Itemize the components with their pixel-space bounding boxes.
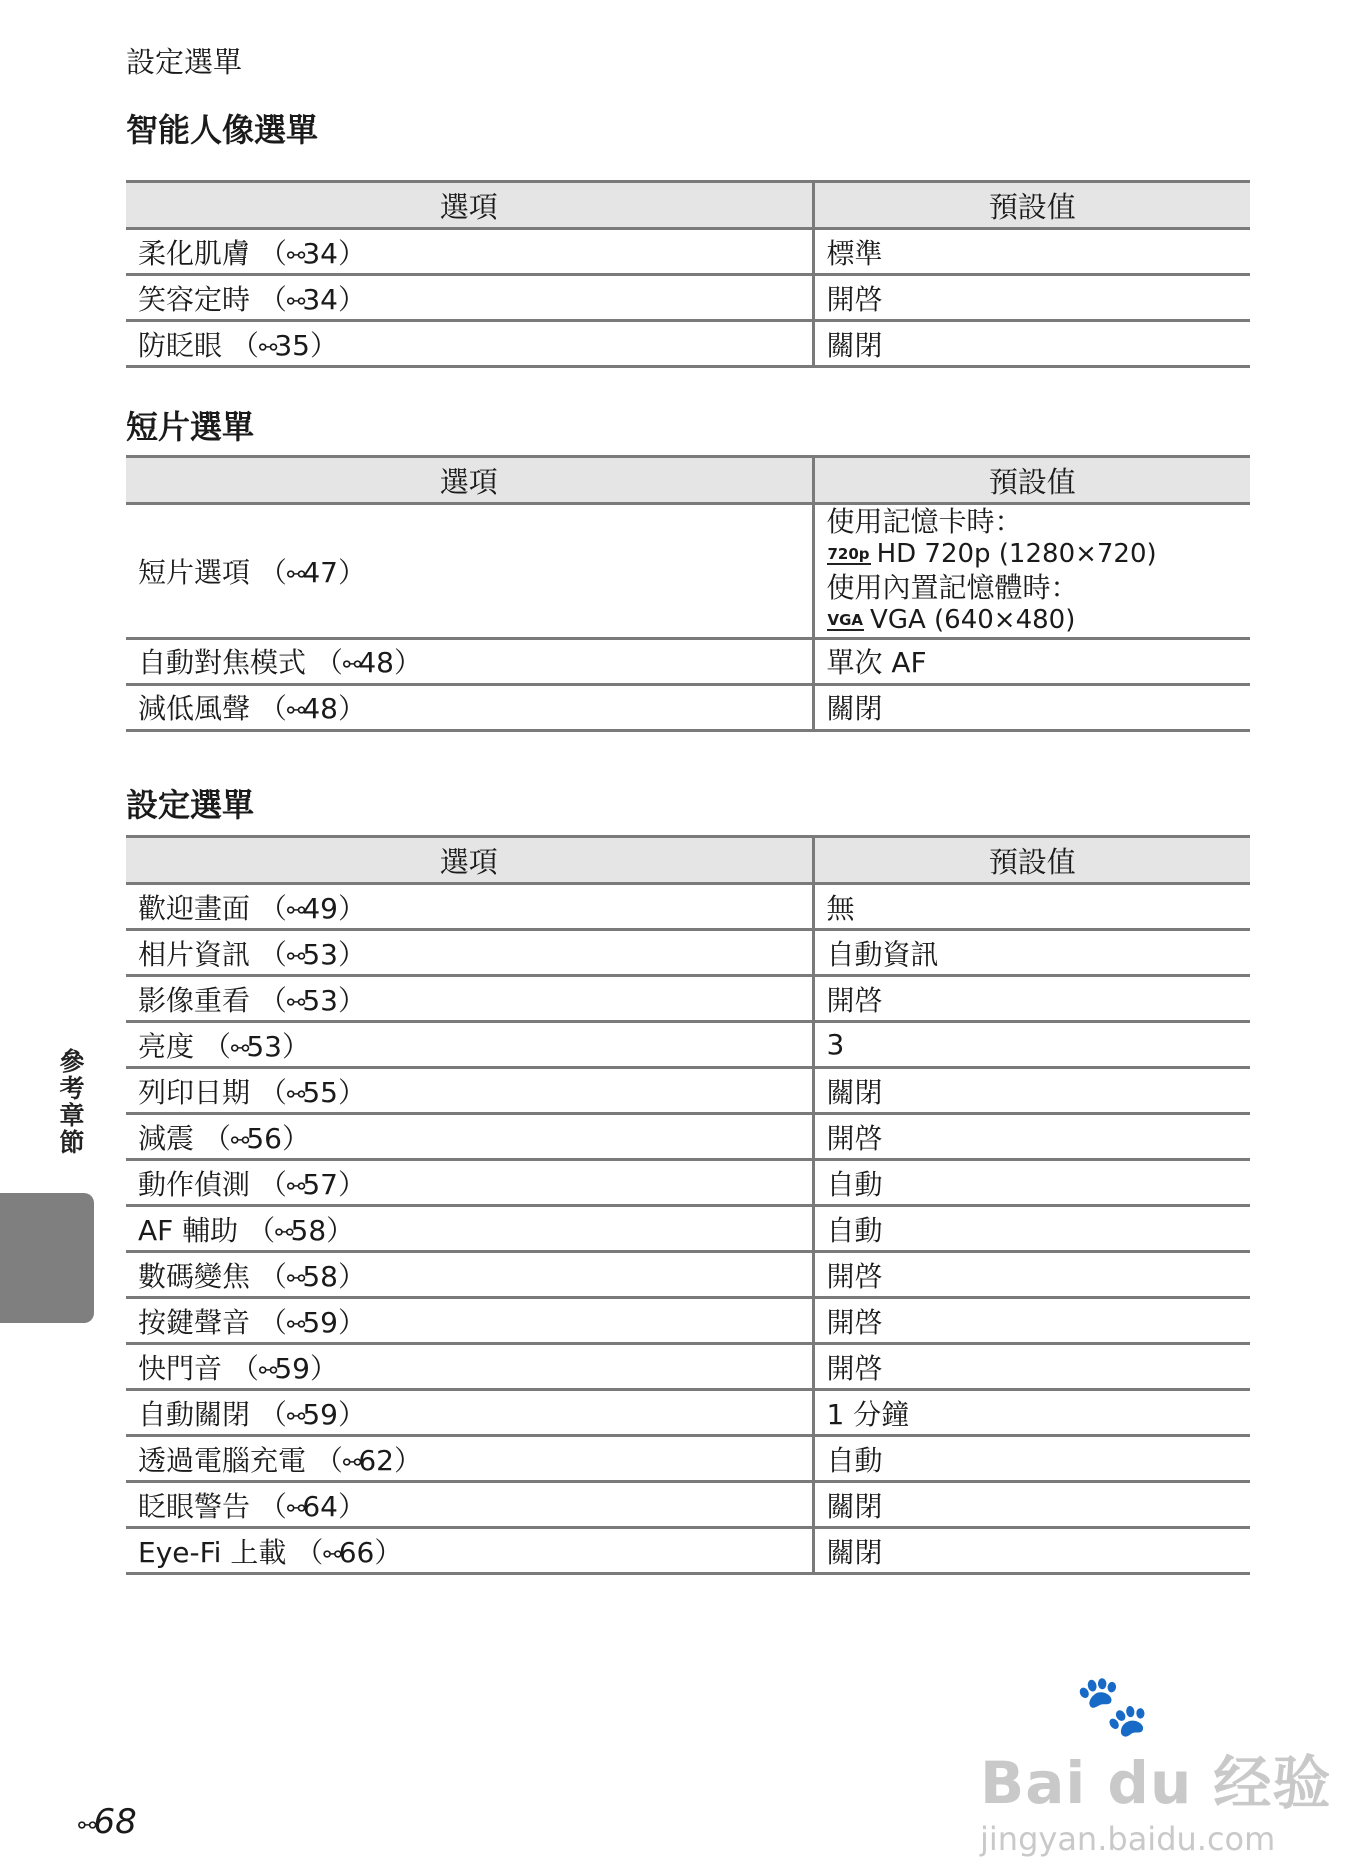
page-reference: （⚯34）	[250, 282, 367, 316]
ref-page: 47	[302, 555, 338, 589]
option-cell	[126, 976, 813, 1022]
option-cell	[126, 275, 813, 321]
option-label: 亮度	[138, 1029, 195, 1063]
table-row	[126, 1068, 1250, 1114]
default-value-cell	[813, 504, 1250, 639]
side-tab	[0, 1193, 94, 1323]
setup-table	[126, 835, 1250, 1575]
option-label: 透過電腦充電	[138, 1443, 307, 1477]
default-value: 關閉	[826, 692, 883, 726]
default-value: 自動	[826, 1443, 883, 1477]
ref-page: 53	[302, 983, 338, 1017]
page-reference: （⚯58）	[238, 1213, 355, 1247]
option-label: 減低風聲	[138, 692, 251, 726]
column-header-option: 選項	[126, 182, 813, 229]
default-value-cell	[813, 930, 1250, 976]
page-reference: （⚯48）	[306, 646, 423, 680]
default-value-cell	[813, 884, 1250, 930]
ref-icon: ⚯	[286, 898, 303, 924]
default-value-cell	[813, 684, 1250, 730]
column-header-default: 預設值	[813, 837, 1250, 884]
option-label: 快門音	[138, 1351, 223, 1385]
option-label: 自動關閉	[138, 1397, 251, 1431]
default-value-cell	[813, 1344, 1250, 1390]
ref-page: 48	[302, 692, 338, 726]
default-value-cell	[813, 1206, 1250, 1252]
ref-icon: ⚯	[286, 1404, 303, 1430]
default-value: 關閉	[826, 328, 883, 362]
ref-page: 64	[302, 1489, 338, 1523]
ref-icon: ⚯	[286, 944, 303, 970]
default-value: 開啓	[826, 1305, 883, 1339]
value-line	[827, 505, 1239, 539]
option-label: 歡迎畫面	[138, 891, 251, 925]
watermark-logo: Bai du 经验	[980, 1749, 1332, 1817]
table-row	[126, 884, 1250, 930]
ref-page: 34	[302, 236, 338, 270]
page-number	[78, 1802, 137, 1842]
option-cell	[126, 1206, 813, 1252]
page-reference: （⚯56）	[194, 1121, 311, 1155]
smart-portrait-table	[126, 180, 1250, 368]
value-line	[827, 571, 1239, 605]
option-cell	[126, 930, 813, 976]
table-body	[126, 504, 1250, 731]
page-reference: （⚯57）	[250, 1167, 367, 1201]
ref-page: 58	[290, 1213, 327, 1247]
page-reference: （⚯59）	[250, 1305, 367, 1339]
default-value: 自動	[826, 1213, 883, 1247]
option-cell	[126, 1114, 813, 1160]
default-value: 開啓	[826, 282, 883, 316]
option-cell	[126, 884, 813, 930]
table-row	[126, 638, 1250, 684]
running-header: 設定選單	[126, 45, 243, 79]
default-value-cell	[813, 638, 1250, 684]
table-body	[126, 884, 1250, 1574]
page-reference: （⚯53）	[250, 983, 367, 1017]
option-label: 減震	[138, 1121, 195, 1155]
ref-page: 34	[302, 282, 338, 316]
default-value: 1 分鐘	[826, 1397, 910, 1431]
option-cell	[126, 1390, 813, 1436]
page-reference: （⚯35）	[222, 328, 339, 362]
paw-icon: 🐾	[1075, 1671, 1150, 1741]
option-label: Eye-Fi 上載	[138, 1535, 287, 1569]
default-value-cell	[813, 321, 1250, 367]
option-cell	[126, 321, 813, 367]
ref-icon: ⚯	[286, 1174, 303, 1200]
table-row	[126, 1436, 1250, 1482]
ref-icon: ⚯	[286, 562, 303, 588]
page-reference: （⚯47）	[250, 555, 367, 589]
ref-icon: ⚯	[275, 1220, 291, 1246]
ref-page: 53	[246, 1029, 282, 1063]
table-row	[126, 1298, 1250, 1344]
column-header-default: 預設值	[813, 182, 1250, 229]
option-label: 相片資訊	[138, 937, 251, 971]
option-label: 自動對焦模式	[138, 646, 307, 680]
option-cell	[126, 1022, 813, 1068]
option-label: 防眨眼	[138, 328, 223, 362]
option-cell	[126, 1482, 813, 1528]
default-value-cell	[813, 1298, 1250, 1344]
option-cell	[126, 684, 813, 730]
value-text: HD 720p (1280×720)	[876, 539, 1157, 570]
value-line	[827, 605, 1239, 637]
section-title-setup: 設定選單	[126, 786, 255, 824]
option-label: 柔化肌膚	[138, 236, 251, 270]
ref-page: 66	[338, 1535, 375, 1569]
option-label: 影像重看	[138, 983, 251, 1017]
ref-icon: ⚯	[258, 1358, 275, 1384]
value-lines	[827, 505, 1239, 637]
value-text: VGA (640×480)	[870, 605, 1076, 636]
ref-icon: ⚯	[286, 1496, 303, 1522]
default-value-cell	[813, 1068, 1250, 1114]
option-label: 短片選項	[138, 555, 251, 589]
option-label: 數碼變焦	[138, 1259, 251, 1293]
ref-page: 56	[246, 1121, 282, 1155]
option-cell	[126, 229, 813, 275]
ref-page: 53	[302, 937, 338, 971]
default-value: 關閉	[826, 1489, 883, 1523]
default-value-cell	[813, 1528, 1250, 1574]
option-cell	[126, 504, 813, 639]
column-header-option: 選項	[126, 457, 813, 504]
section-title-movie: 短片選單	[126, 408, 255, 446]
ref-icon: ⚯	[342, 1450, 359, 1476]
ref-icon: ⚯	[230, 1128, 247, 1154]
table-row	[126, 1482, 1250, 1528]
page-reference: （⚯49）	[250, 891, 367, 925]
table-row	[126, 321, 1250, 367]
ref-icon: ⚯	[258, 335, 275, 361]
table-row	[126, 1390, 1250, 1436]
side-tab-label: 參考章節	[56, 1048, 85, 1156]
page-reference: （⚯58）	[250, 1259, 367, 1293]
option-label: 按鍵聲音	[138, 1305, 251, 1339]
default-value-cell	[813, 275, 1250, 321]
table-row	[126, 1528, 1250, 1574]
ref-page: 55	[302, 1075, 338, 1109]
table-row	[126, 684, 1250, 730]
ref-page: 35	[274, 328, 310, 362]
page-reference: （⚯59）	[222, 1351, 339, 1385]
default-value: 無	[826, 891, 855, 925]
option-label: 列印日期	[138, 1075, 251, 1109]
page-reference: （⚯34）	[250, 236, 367, 270]
table-row	[126, 1160, 1250, 1206]
default-value: 3	[826, 1028, 845, 1061]
default-value: 開啓	[826, 1259, 883, 1293]
ref-page: 59	[302, 1305, 338, 1339]
movie-table	[126, 455, 1250, 732]
watermark-url: jingyan.baidu.com	[980, 1820, 1276, 1858]
table-row	[126, 229, 1250, 275]
option-label: 笑容定時	[138, 282, 251, 316]
ref-icon: ⚯	[323, 1542, 339, 1568]
page-reference: （⚯48）	[250, 692, 367, 726]
ref-icon: ⚯	[286, 243, 303, 269]
default-value-cell	[813, 976, 1250, 1022]
default-value: 開啓	[826, 1351, 883, 1385]
option-label: 眨眼警告	[138, 1489, 251, 1523]
table-row	[126, 504, 1250, 639]
ref-page: 59	[274, 1351, 310, 1385]
page-reference: （⚯66）	[286, 1535, 403, 1569]
option-cell	[126, 1160, 813, 1206]
column-header-option: 選項	[126, 837, 813, 884]
option-cell	[126, 1436, 813, 1482]
value-text: 使用記憶卡時：	[826, 505, 1023, 538]
default-value: 關閉	[826, 1075, 883, 1109]
ref-icon: ⚯	[286, 699, 303, 725]
ref-icon: ⚯	[342, 653, 359, 679]
table-row	[126, 1344, 1250, 1390]
page-reference: （⚯53）	[194, 1029, 311, 1063]
column-header-default: 預設值	[813, 457, 1250, 504]
default-value: 標準	[826, 236, 883, 270]
page-reference: （⚯62）	[306, 1443, 423, 1477]
table-row	[126, 1022, 1250, 1068]
watermark	[980, 1671, 1332, 1858]
default-value: 自動資訊	[826, 937, 939, 971]
ref-icon: ⚯	[286, 1312, 303, 1338]
table-row	[126, 1114, 1250, 1160]
movie-size-icon: 720p	[827, 544, 870, 563]
default-value-cell	[813, 1022, 1250, 1068]
ref-icon: ⚯	[286, 289, 303, 315]
ref-icon: ⚯	[230, 1036, 247, 1062]
ref-icon: ⚯	[78, 1814, 94, 1839]
default-value-cell	[813, 1390, 1250, 1436]
ref-page: 58	[302, 1259, 338, 1293]
page-reference: （⚯55）	[250, 1075, 367, 1109]
default-value: 單次 AF	[826, 646, 927, 680]
default-value-cell	[813, 1160, 1250, 1206]
ref-page: 57	[302, 1167, 338, 1201]
default-value-cell	[813, 1252, 1250, 1298]
ref-page: 59	[302, 1397, 338, 1431]
default-value-cell	[813, 1482, 1250, 1528]
option-cell	[126, 1298, 813, 1344]
table-body	[126, 229, 1250, 367]
ref-icon: ⚯	[286, 1266, 303, 1292]
default-value-cell	[813, 1114, 1250, 1160]
ref-page: 49	[302, 891, 338, 925]
page-reference: （⚯53）	[250, 937, 367, 971]
table-row	[126, 930, 1250, 976]
option-cell	[126, 1252, 813, 1298]
default-value-cell	[813, 1436, 1250, 1482]
page-reference: （⚯59）	[250, 1397, 367, 1431]
value-line	[827, 539, 1239, 571]
option-cell	[126, 1528, 813, 1574]
table-row	[126, 1252, 1250, 1298]
option-cell	[126, 638, 813, 684]
default-value: 自動	[826, 1167, 883, 1201]
default-value: 開啓	[826, 983, 883, 1017]
page-reference: （⚯64）	[250, 1489, 367, 1523]
option-label: AF 輔助	[138, 1213, 239, 1247]
option-label: 動作偵測	[138, 1167, 251, 1201]
value-text: 使用內置記憶體時：	[826, 570, 1079, 604]
default-value: 關閉	[826, 1535, 883, 1569]
page-number-value: 68	[93, 1802, 137, 1842]
table-row	[126, 1206, 1250, 1252]
table-row	[126, 275, 1250, 321]
default-value-cell	[813, 229, 1250, 275]
ref-icon: ⚯	[286, 1082, 303, 1108]
option-cell	[126, 1068, 813, 1114]
ref-page: 62	[358, 1443, 394, 1477]
ref-icon: ⚯	[286, 990, 303, 1016]
option-cell	[126, 1344, 813, 1390]
ref-page: 48	[358, 646, 394, 680]
section-title-smart-portrait: 智能人像選單	[126, 111, 319, 149]
default-value: 開啓	[826, 1121, 883, 1155]
table-row	[126, 976, 1250, 1022]
movie-size-icon: VGA	[827, 610, 864, 629]
